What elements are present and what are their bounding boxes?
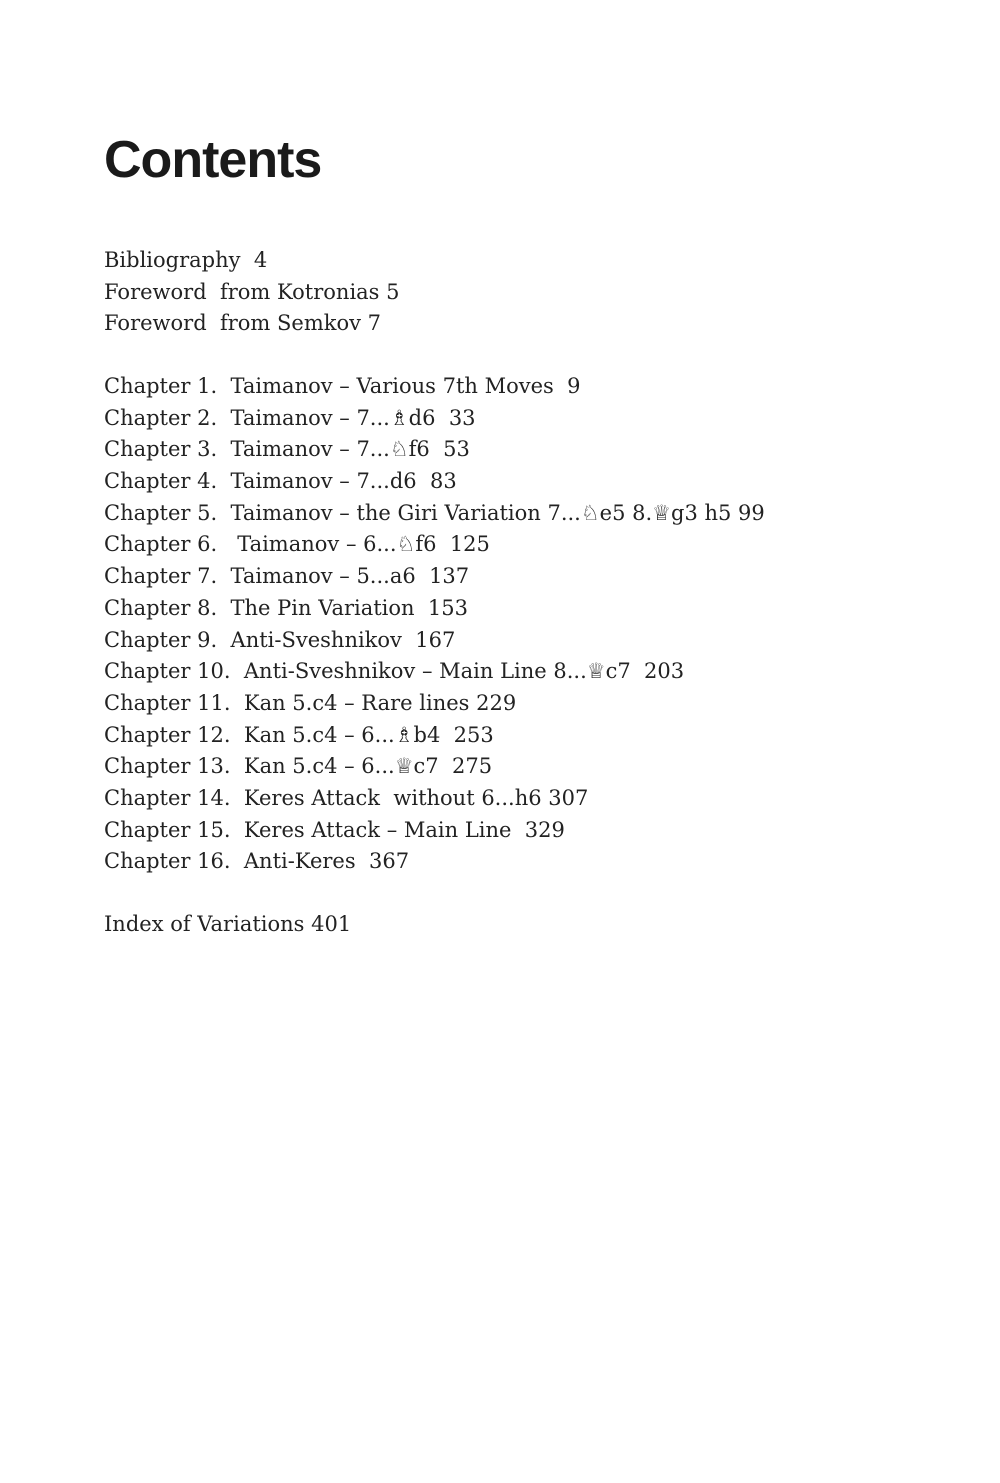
toc-entry-chapter-4: Chapter 4. Taimanov – 7...d6 83 [104,469,457,494]
toc-entry-foreword-semkov: Foreword from Semkov 7 [104,311,382,336]
toc-entry-chapter-10: Chapter 10. Anti-Sveshnikov – Main Line 8...♕c7 203 [104,659,685,684]
toc-entry-chapter-11: Chapter 11. Kan 5.c4 – Rare lines 229 [104,690,517,715]
back-matter-list [104,909,351,941]
toc-entry-chapter-14: Chapter 14. Keres Attack without 6...h6 307 [104,785,589,810]
toc-entry-chapter-2: Chapter 2. Taimanov – 7...♗d6 33 [104,405,476,430]
page-title: Contents [104,131,322,189]
toc-entry-index-of-variations: Index of Variations 401 [104,912,352,936]
toc-entry-chapter-15: Chapter 15. Keres Attack – Main Line 329 [104,817,565,842]
chapter-list [104,371,765,878]
toc-entry-chapter-6: Chapter 6. Taimanov – 6...♘f6 125 [104,532,490,557]
toc-entry-chapter-7: Chapter 7. Taimanov – 5...a6 137 [104,564,470,589]
toc-entry-chapter-3: Chapter 3. Taimanov – 7...♘f6 53 [104,437,470,462]
toc-entry-chapter-9: Chapter 9. Anti-Sveshnikov 167 [104,627,456,652]
toc-entry-chapter-5: Chapter 5. Taimanov – the Giri Variation 7...♘e5 8.♕g3 h5 99 [104,500,765,525]
toc-entry-chapter-8: Chapter 8. The Pin Variation 153 [104,595,468,620]
toc-entry-chapter-16: Chapter 16. Anti-Keres 367 [104,849,410,874]
toc-entry-chapter-13: Chapter 13. Kan 5.c4 – 6...♕c7 275 [104,754,493,779]
toc-entry-bibliography: Bibliography 4 [104,248,268,272]
toc-entry-foreword-kotronias: Foreword from Kotronias 5 [104,279,400,304]
toc-entry-chapter-12: Chapter 12. Kan 5.c4 – 6...♗b4 253 [104,722,494,747]
toc-entry-chapter-1: Chapter 1. Taimanov – Various 7th Moves 9 [104,374,581,398]
front-matter-list [104,245,400,340]
